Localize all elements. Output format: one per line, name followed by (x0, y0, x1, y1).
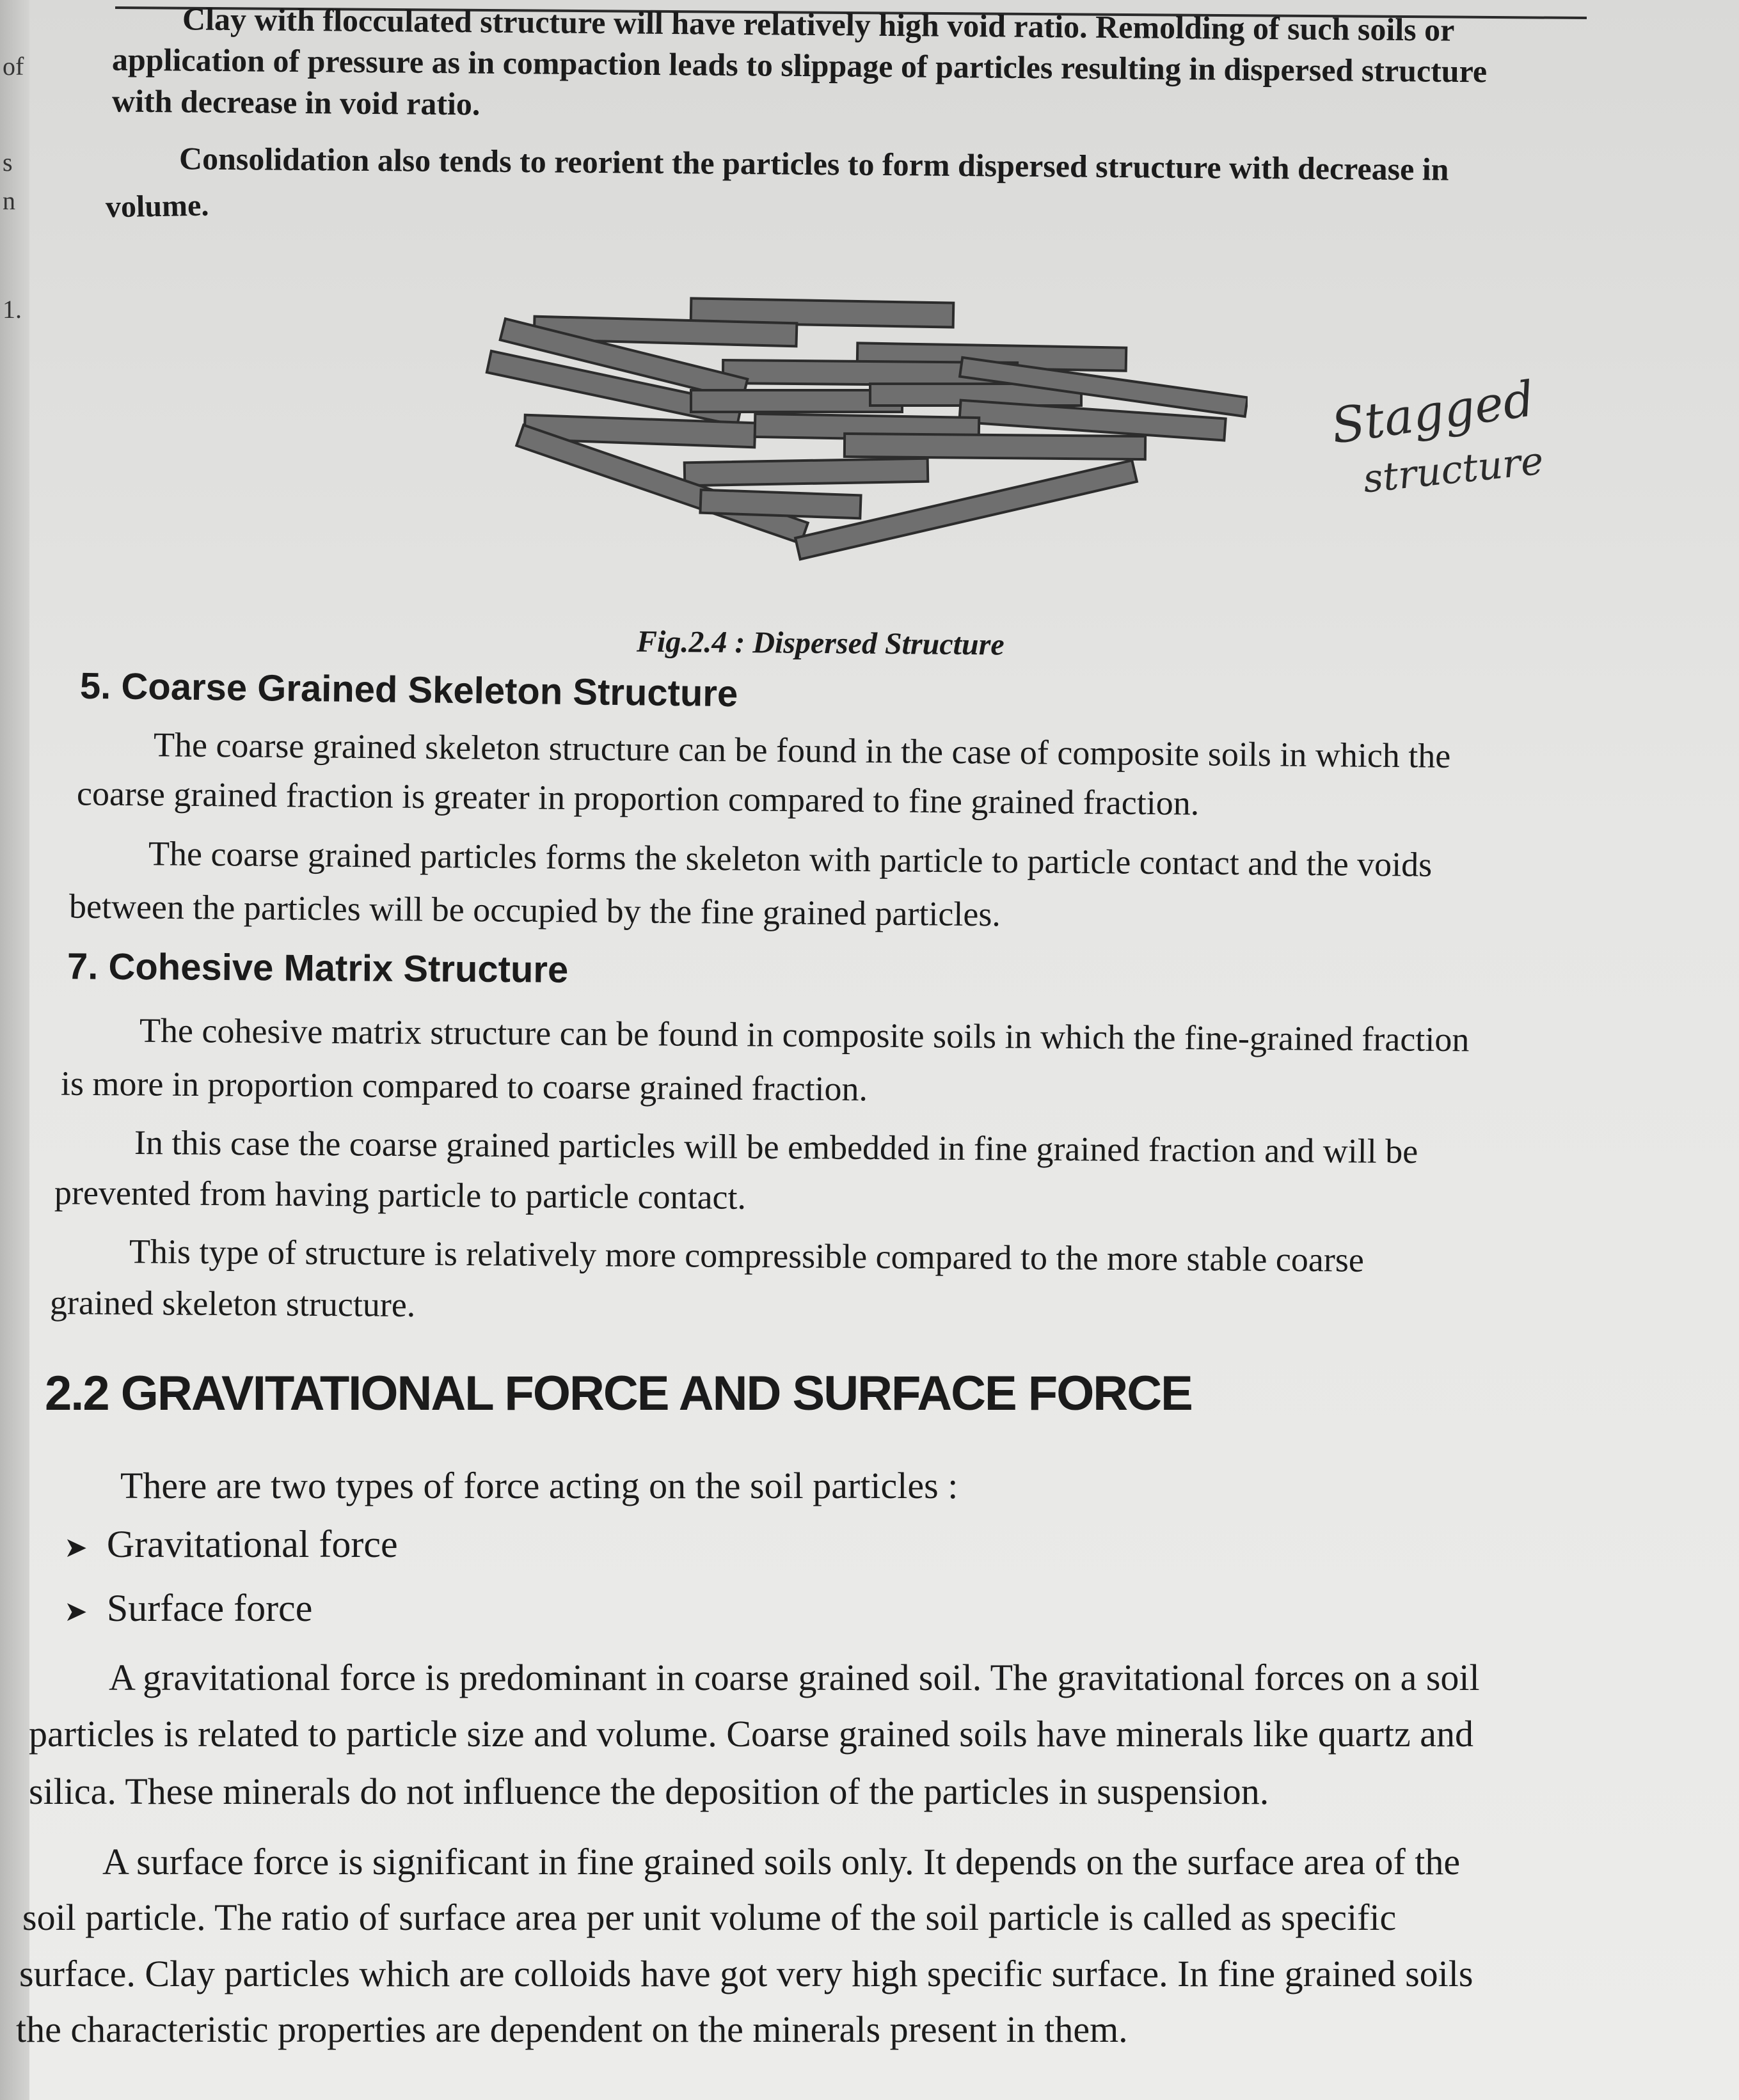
margin-fragment-2: s (3, 148, 13, 177)
section-heading: 7. Cohesive Matrix Structure (67, 945, 569, 991)
paragraph-line: This type of structure is relatively more compressible compared to the more stable coarse (129, 1232, 1365, 1279)
bullet-arrow-icon: ➤ (64, 1595, 88, 1628)
paragraph-line: The coarse grained particles forms the skeleton with particle to particle contact and the voids (148, 834, 1433, 884)
clay-particle (700, 490, 861, 519)
paragraph-line: with decrease in void ratio. (111, 83, 480, 122)
paragraph-line: A gravitational force is predominant in coarse grained soil. The gravitational forces on a soil (109, 1657, 1480, 1698)
dispersed-structure-figure (448, 281, 1248, 582)
handwritten-note: Stagged (1328, 370, 1538, 455)
paragraph-line: There are two types of force acting on the soil particles : (120, 1465, 958, 1506)
paragraph-line: coarse grained fraction is greater in proportion compared to fine grained fraction. (76, 774, 1200, 823)
paragraph-line: the characteristic properties are dependent on the minerals present in them. (16, 2009, 1128, 2050)
paragraph-line: In this case the coarse grained particles will be embedded in fine grained fraction and will be (134, 1123, 1418, 1171)
margin-fragment-1: of (3, 52, 24, 81)
bullet-item (64, 1586, 312, 1630)
section-heading: 5. Coarse Grained Skeleton Structure (79, 665, 738, 715)
bullet-item (64, 1522, 398, 1567)
bullet-arrow-icon: ➤ (64, 1531, 88, 1564)
paragraph-line: surface. Clay particles which are colloids have got very high specific surface. In fine grained soils (19, 1953, 1473, 1994)
paragraph-line: volume. (105, 188, 209, 225)
clay-particle (685, 459, 928, 486)
section-heading-main: 2.2 GRAVITATIONAL FORCE AND SURFACE FORCE (45, 1366, 1192, 1421)
clay-particle (845, 434, 1145, 459)
margin-fragment-3: n (3, 186, 15, 215)
margin-fragment-4: 1. (3, 295, 22, 324)
paragraph-line: between the particles will be occupied by the fine grained particles. (68, 887, 1001, 934)
paragraph-line: A surface force is significant in fine grained soils only. It depends on the surface area of the (102, 1841, 1461, 1883)
paragraph-line: Clay with flocculated structure will have relatively high void ratio. Remolding of such soils or (182, 1, 1455, 48)
paragraph-line: Consolidation also tends to reorient the particles to form dispersed structure with decrease in (179, 140, 1449, 187)
paragraph-line: is more in proportion compared to coarse grained fraction. (60, 1064, 868, 1109)
handwritten-note: structure (1361, 438, 1546, 502)
paragraph-line: grained skeleton structure. (49, 1283, 416, 1324)
paragraph-line: silica. These minerals do not influence the deposition of the particles in suspension. (29, 1771, 1269, 1812)
paragraph-line: soil particle. The ratio of surface area per unit volume of the soil particle is called as specific (22, 1897, 1397, 1938)
bullet-text: Surface force (106, 1587, 313, 1629)
figure-caption: Fig.2.4 : Dispersed Structure (636, 624, 1004, 662)
paragraph-line: prevented from having particle to particle contact. (54, 1173, 747, 1217)
paragraph-line: particles is related to particle size and volume. Coarse grained soils have minerals like quartz and (29, 1713, 1473, 1755)
paragraph-line: application of pressure as in compaction leads to slippage of particles resulting in dispersed structure (111, 41, 1488, 90)
paragraph-line: The coarse grained skeleton structure can be found in the case of composite soils in which the (153, 725, 1451, 775)
left-page-margin (0, 0, 29, 2100)
bullet-text: Gravitational force (106, 1523, 398, 1565)
paragraph-line: The cohesive matrix structure can be found in composite soils in which the fine-grained fraction (139, 1011, 1470, 1059)
